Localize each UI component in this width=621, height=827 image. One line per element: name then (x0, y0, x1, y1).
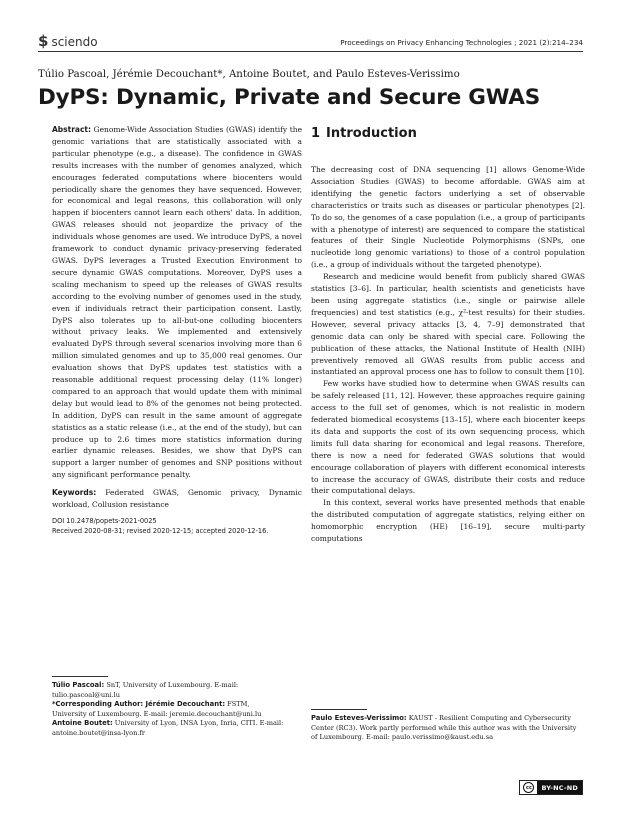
license-badge[interactable] (519, 780, 583, 795)
footnote-text: FSTM, University of Luxembourg. E-mail: jeremie.decouchant@uni.lu (52, 700, 262, 718)
right-column (311, 124, 585, 545)
left-column (52, 124, 302, 536)
section-heading (311, 126, 585, 142)
intro-paragraph: Research and medicine would benefit from publicly shared GWAS statistics [3–6]. In particular, health scientists and geneticists have been using aggregate statistics (i.e., single or pairwise allele frequencies) and test statistics (e.g., χ²-test results) for their studies. However, several privacy attacks [3, 4, 7–9] demonstrated that genomic data can only be shared with special care. Following the publication of these attacks, the National Institute of Health (NIH) preventively removed all GWAS results from public access and instantiated an approval process one has to follow to consult them [10]. (311, 272, 585, 377)
journal-citation: Proceedings on Privacy Enhancing Technologies ; 2021 (2):214–234 (340, 38, 583, 47)
keywords-label: Keywords: (52, 488, 97, 498)
abstract-text: Genome-Wide Association Studies (GWAS) identify the genomic variations that are statistically associated with a particular phenotype (e.g., a disease). The confidence in GWAS results increases with the number of genomes analyzed, which encourages federated computations where biocenters would periodically share the genomes they have sequenced. However, for economical and legal reasons, this collaboration will only happen if biocenters cannot learn each others' data. In addition, GWAS releases should not jeopardize the privacy of the individuals whose genomes are used. We introduce DyPS, a novel framework to conduct dynamic privacy-preserving federated GWAS. DyPS leverages a Trusted Execution Environment to secure dynamic GWAS computations. Moreover, DyPS uses a scaling mechanism to speed up the releases of GWAS results according to the evolving number of genomes used in the study, even if individuals retract their participation consent. Lastly, DyPS also tolerates up to all-but-one colluding biocenters without privacy leaks. We implemented and extensively evaluated DyPS through several scenarios involving more than 6 million simulated genomes and up to 35,000 real genomes. Our evaluation shows that DyPS updates test statistics with a reasonable additional request processing delay (11% longer) compared to an approach that would update them with minimal delay but would lead to 8% of the genomes not being protected. In addition, DyPS can result in the same amount of aggregate statistics as a static release (i.e., at the end of the study), but can produce up to 2.6 times more statistics information during earlier dynamic releases. Besides, we show that DyPS can support a larger number of genomes and SNP positions without any significant performance penalty. (52, 125, 303, 480)
creative-commons-icon (520, 781, 537, 794)
sciendo-logo-icon: $ (38, 32, 49, 50)
footnote-right (311, 714, 583, 743)
paper-title: DyPS: Dynamic, Private and Secure GWAS (38, 85, 541, 110)
header-divider (38, 51, 583, 52)
license-type: BY-NC-ND (537, 781, 582, 794)
footnote-label: *Corresponding Author: Jérémie Decouchant: (52, 700, 226, 709)
intro-paragraph: In this context, several works have presented methods that enable the distributed computation of aggregate statistics, relying either on homomorphic encryption (HE) [16–19], secure multi-party computations (311, 498, 585, 544)
author-list: Túlio Pascoal, Jérémie Decouchant*, Antoine Boutet, and Paulo Esteves-Verissimo (38, 69, 460, 80)
footnotes-left (52, 681, 284, 739)
footnote-label: Antoine Boutet: (52, 719, 113, 728)
footnote-text: University of Lyon, INSA Lyon, Inria, CITI. E-mail: antoine.boutet@insa-lyon.fr (52, 719, 284, 737)
footnote-author (52, 681, 284, 700)
section-title: Introduction (326, 126, 417, 141)
footnote-text: KAUST - Resilient Computing and Cybersecurity Center (RC3). Work partly performed while this author was with the University of Luxembourg. E-mail: paulo.verissimo@kaust.edu.sa (311, 714, 577, 742)
publisher-logo (38, 34, 98, 49)
abstract-label: Abstract: (52, 125, 92, 134)
footnote-divider (311, 709, 367, 710)
intro-paragraph: The decreasing cost of DNA sequencing [1] allows Genome-Wide Association Studies (GWAS) to become affordable. GWAS aim at identifying the genetic factors underlying a set of observable characteristics or traits such as diseases or particular phenotypes [2]. To do so, the genomes of a case population (i.e., a group of participants with a phenotype of interest) are sequenced to compare the statistical features of their Single Nucleotide Polymorphisms (SNPs, one nucleotide long genomic variations) to those of a control population (i.e., a group of individuals without the targeted phenotype). (311, 165, 585, 270)
footnote-label: Túlio Pascoal: (52, 681, 105, 689)
footnote-author (52, 700, 284, 719)
cc-symbol: cc (523, 782, 534, 793)
footnote-divider (52, 676, 108, 677)
keywords-text: Federated GWAS, Genomic privacy, Dynamic workload, Collusion resistance (52, 488, 302, 510)
section-number: 1 (311, 126, 321, 141)
footnote-text: SnT, University of Luxembourg. E-mail: tulio.pascoal@uni.lu (52, 681, 239, 699)
footnote-label: Paulo Esteves-Verissimo: (311, 714, 407, 722)
received-dates: Received 2020-08-31; revised 2020-12-15; accepted 2020-12-16. (52, 527, 269, 535)
footnote-author (52, 719, 284, 738)
doi-link[interactable]: DOI 10.2478/popets-2021-0025 (52, 517, 157, 525)
publisher-name: sciendo (51, 34, 98, 49)
intro-paragraph: Few works have studied how to determine when GWAS results can be safely released [11, 12]. However, these approaches require gaining access to the full set of genomes, which is not realistic in modern federated biomedical ecosystems [13–15], where each biocenter keeps its data and supports the cost of its own sequencing process, which limits full data sharing for economical and legal reasons. Therefore, there is now a need for federated GWAS solutions that would encourage collaboration of players with different economical interests to increase the accuracy of GWAS, distribute their costs and reduce their computational delays. (311, 379, 585, 496)
abstract (52, 124, 302, 481)
keywords (52, 487, 302, 511)
